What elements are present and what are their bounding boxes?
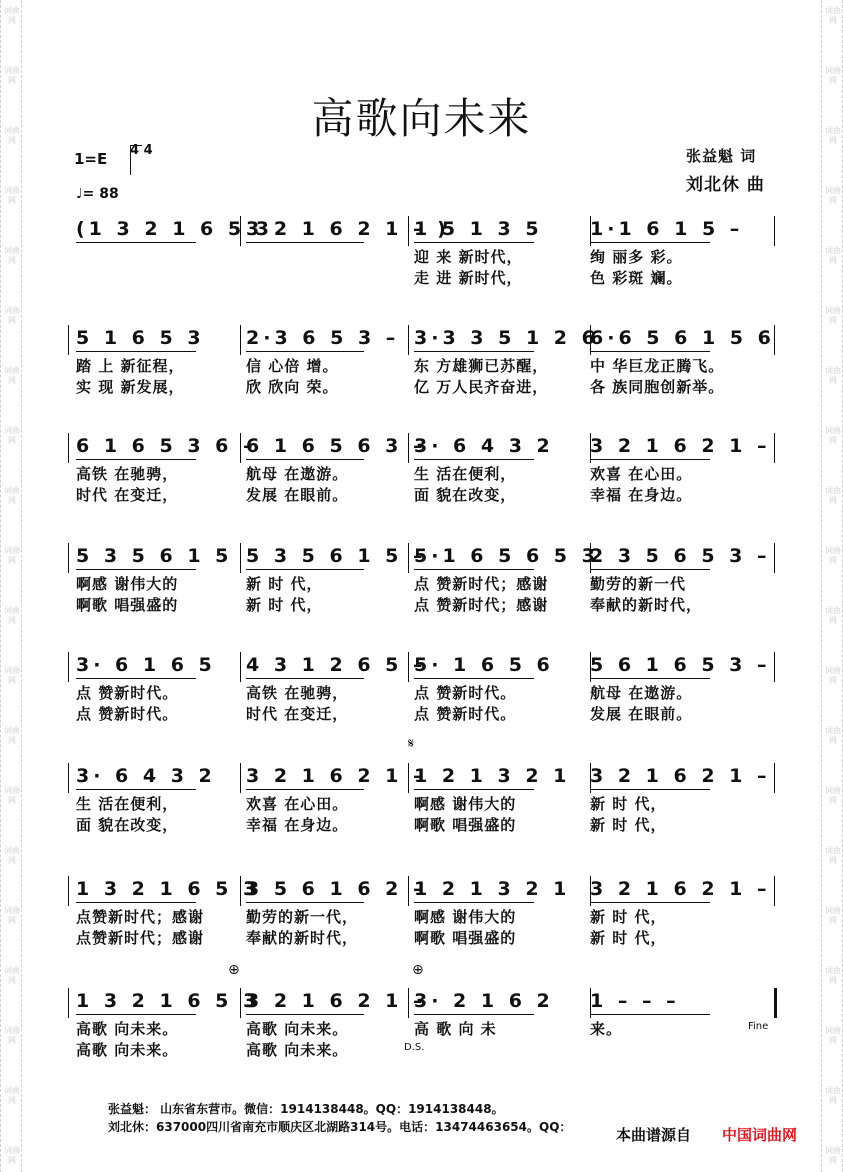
beam-underline: [246, 459, 364, 460]
barline: [774, 763, 775, 793]
measure-notes: 5 3 5 6 1 5 –: [246, 545, 427, 567]
lyric-verse-1: 踏 上 新征程，: [76, 357, 185, 375]
measure-notes: 3 2 1 6 2 1 –: [590, 765, 771, 787]
barline: [774, 543, 775, 573]
watermark-text: 词曲网: [825, 966, 841, 985]
watermark-text: 词曲网: [4, 426, 20, 445]
watermark-text: 词曲网: [4, 846, 20, 865]
watermark-text: 词曲网: [4, 666, 20, 685]
lyric-verse-2: 欣 欣向 荣。: [246, 378, 339, 396]
tempo-marking: ♩= 88: [76, 186, 119, 202]
measure-notes: 3 2 1 6 2 1 –: [246, 990, 427, 1012]
beam-underline: [76, 678, 196, 679]
barline: [240, 325, 241, 355]
measure-notes: 5· 1 6 5 6: [414, 654, 554, 676]
measure-notes: 6 1 6 5 3 6 –: [76, 435, 257, 457]
beam-underline: [246, 569, 364, 570]
measure-notes: 1 – – –: [590, 990, 680, 1012]
beam-underline: [246, 902, 364, 903]
beam-underline: [590, 459, 710, 460]
measure-notes: 1 3 2 1 6 5 3: [76, 990, 261, 1012]
beam-underline: [590, 1014, 710, 1015]
watermark-text: 词曲网: [825, 306, 841, 325]
measure-notes: 3·3 3 5 1 2 6: [414, 327, 599, 349]
lyric-verse-2: 奉献的新时代，: [590, 596, 703, 614]
lyric-verse-2: 面 貌在改变，: [414, 486, 517, 504]
beam-underline: [76, 459, 196, 460]
watermark-text: 词曲网: [825, 606, 841, 625]
lyric-verse-2: 时代 在变迁，: [246, 705, 349, 723]
watermark-text: 词曲网: [4, 726, 20, 745]
lyric-verse-2: 走 进 新时代，: [414, 269, 523, 287]
watermark-text: 词曲网: [825, 1086, 841, 1105]
watermark-text: 词曲网: [825, 786, 841, 805]
measure-notes: 1 5 1 3 5: [414, 218, 543, 240]
measure-notes: 5 3 5 6 1 5: [76, 545, 233, 567]
barline: [68, 876, 69, 906]
measure-notes: 3· 6 4 3 2: [76, 765, 216, 787]
beam-underline: [414, 242, 534, 243]
watermark-text: 词曲网: [825, 186, 841, 205]
lyric-verse-1: 啊感 谢伟大的: [414, 908, 517, 926]
time-signature: [130, 144, 153, 158]
lyric-verse-2: 色 彩斑 斓。: [590, 269, 683, 287]
lyric-verse-2: 新 时 代，: [590, 816, 667, 834]
watermark-text: 词曲网: [4, 66, 20, 85]
barline: [408, 325, 409, 355]
barline: [240, 652, 241, 682]
watermark-text: 词曲网: [4, 126, 20, 145]
barline: [68, 652, 69, 682]
barline: [240, 763, 241, 793]
watermark-text: 词曲网: [825, 126, 841, 145]
beam-underline: [246, 242, 364, 243]
measure-notes: 1 3 2 1 6 5 3: [76, 878, 261, 900]
barline: [68, 763, 69, 793]
beam-underline: [414, 678, 534, 679]
left-watermark-strip: [0, 0, 22, 1172]
beam-underline: [414, 459, 534, 460]
watermark-text: 词曲网: [4, 906, 20, 925]
lyric-verse-1: 点 赞新时代。: [414, 684, 517, 702]
watermark-text: 词曲网: [825, 366, 841, 385]
lyric-verse-2: 幸福 在身边。: [590, 486, 693, 504]
lyric-verse-2: 时代 在变迁，: [76, 486, 179, 504]
composer-credit: 刘北休 曲: [686, 175, 765, 195]
beam-underline: [590, 569, 710, 570]
lyric-verse-2: 亿 万人民齐奋进，: [414, 378, 549, 396]
barline: [774, 652, 775, 682]
barline: [774, 433, 775, 463]
beam-underline: [414, 569, 534, 570]
beam-underline: [590, 242, 710, 243]
beam-underline: [414, 902, 534, 903]
lyric-verse-1: 高歌 向未来。: [246, 1020, 349, 1038]
beam-underline: [590, 789, 710, 790]
lyric-verse-1: 生 活在便利，: [414, 465, 517, 483]
lyric-verse-1: 新 时 代，: [590, 908, 667, 926]
measure-notes: 3 5 6 1 6 2 –: [246, 878, 427, 900]
measure-notes: 2 3 5 6 5 3 –: [590, 545, 771, 567]
beam-underline: [590, 678, 710, 679]
lyric-verse-1: 信 心倍 增。: [246, 357, 339, 375]
meter-bottom: 4: [143, 143, 153, 158]
meter-top: 4: [130, 143, 140, 158]
measure-notes: 3· 6 4 3 2: [414, 435, 554, 457]
watermark-text: 词曲网: [4, 966, 20, 985]
lyric-verse-1: 中 华巨龙正腾飞。: [590, 357, 725, 375]
lyric-verse-2: 各 族同胞创新举。: [590, 378, 725, 396]
watermark-text: 词曲网: [825, 66, 841, 85]
lyric-verse-1: 点赞新时代；感谢: [76, 908, 205, 926]
lyric-verse-1: 欢喜 在心田。: [590, 465, 693, 483]
lyric-verse-2: 点 赞新时代；感谢: [414, 596, 549, 614]
lyric-verse-1: 生 活在便利，: [76, 795, 179, 813]
song-title: 高歌向未来: [311, 94, 532, 143]
measure-notes: 3 2 1 6 2 1 –: [246, 765, 427, 787]
coda-sign: ⊕: [412, 962, 424, 978]
barline: [68, 543, 69, 573]
barline: [774, 216, 775, 246]
barline: [774, 876, 775, 906]
watermark-text: 词曲网: [4, 366, 20, 385]
beam-underline: [246, 1014, 364, 1015]
right-watermark-strip: [821, 0, 843, 1172]
watermark-text: 词曲网: [4, 1086, 20, 1105]
measure-notes: (1 3 2 1 6 5 3: [76, 218, 273, 240]
lyric-verse-2: 发展 在眼前。: [246, 486, 349, 504]
key-signature: 1=E: [74, 150, 108, 168]
beam-underline: [76, 1014, 196, 1015]
lyric-verse-2: 奉献的新时代，: [246, 929, 359, 947]
lyric-verse-1: 来。: [590, 1020, 623, 1038]
lyric-verse-2: 新 时 代，: [590, 929, 667, 947]
barline: [774, 988, 777, 1018]
lyric-verse-1: 东 方雄狮已苏醒，: [414, 357, 549, 375]
lyricist-credit: 张益魁 词: [686, 147, 757, 165]
watermark-text: 词曲网: [4, 606, 20, 625]
coda-sign: ⊕: [228, 962, 240, 978]
beam-underline: [76, 902, 196, 903]
lyric-verse-1: 绚 丽多 彩。: [590, 248, 683, 266]
lyric-verse-1: 航母 在遨游。: [246, 465, 349, 483]
measure-notes: 5 6 1 6 5 3 –: [590, 654, 771, 676]
lyric-verse-1: 高 歌 向 未: [414, 1020, 497, 1038]
segno-sign: 𝄋: [408, 736, 415, 752]
footer-lyricist-contact: 张益魁： 山东省东营市。微信：1914138448。QQ：1914138448。: [108, 1102, 504, 1116]
measure-notes: 5·1 6 5 6 5 3: [414, 545, 599, 567]
lyric-verse-1: 新 时 代，: [246, 575, 323, 593]
lyric-verse-1: 高歌 向未来。: [76, 1020, 179, 1038]
beam-underline: [246, 351, 364, 352]
beam-underline: [590, 351, 710, 352]
watermark-text: 词曲网: [825, 666, 841, 685]
measure-notes: 6 1 6 5 6 3 –: [246, 435, 427, 457]
measure-notes: 3· 6 1 6 5: [76, 654, 216, 676]
ds-marking: D.S.: [404, 1042, 425, 1053]
beam-underline: [76, 789, 196, 790]
barline: [68, 433, 69, 463]
barline: [68, 988, 69, 1018]
watermark-text: 词曲网: [4, 186, 20, 205]
watermark-text: 词曲网: [825, 486, 841, 505]
watermark-text: 词曲网: [825, 546, 841, 565]
watermark-text: 词曲网: [825, 726, 841, 745]
lyric-verse-2: 实 现 新发展，: [76, 378, 185, 396]
watermark-text: 词曲网: [825, 426, 841, 445]
measure-notes: 2·3 6 5 3 –: [246, 327, 400, 349]
lyric-verse-2: 高歌 向未来。: [246, 1041, 349, 1059]
beam-underline: [246, 678, 364, 679]
lyric-verse-1: 勤劳的新一代: [590, 575, 687, 593]
lyric-verse-1: 点 赞新时代；感谢: [414, 575, 549, 593]
watermark-text: 词曲网: [4, 246, 20, 265]
lyric-verse-1: 勤劳的新一代，: [246, 908, 359, 926]
measure-notes: 3 2 1 6 2 1 – ): [246, 218, 450, 240]
measure-notes: 3 2 1 6 2 1 –: [590, 435, 771, 457]
watermark-text: 词曲网: [825, 1026, 841, 1045]
lyric-verse-1: 新 时 代，: [590, 795, 667, 813]
measure-notes: 3 2 1 6 2 1 –: [590, 878, 771, 900]
lyric-verse-2: 面 貌在改变，: [76, 816, 179, 834]
lyric-verse-1: 航母 在遨游。: [590, 684, 693, 702]
beam-underline: [414, 789, 534, 790]
lyric-verse-2: 啊歌 唱强盛的: [414, 816, 517, 834]
watermark-text: 词曲网: [4, 1146, 20, 1165]
watermark-text: 词曲网: [4, 306, 20, 325]
lyric-verse-2: 点赞新时代；感谢: [76, 929, 205, 947]
beam-underline: [76, 569, 196, 570]
measure-notes: 4 3 1 2 6 5 –: [246, 654, 427, 676]
beam-underline: [76, 242, 196, 243]
barline: [68, 325, 69, 355]
lyric-verse-2: 点 赞新时代。: [414, 705, 517, 723]
watermark-text: 词曲网: [4, 786, 20, 805]
lyric-verse-1: 迎 来 新时代，: [414, 248, 523, 266]
watermark-text: 词曲网: [825, 246, 841, 265]
site-brand: 中国词曲网: [722, 1126, 798, 1144]
measure-notes: 1·1 6 1 5 –: [590, 218, 744, 240]
lyric-verse-2: 啊歌 唱强盛的: [414, 929, 517, 947]
beam-underline: [590, 902, 710, 903]
lyric-verse-1: 啊感 谢伟大的: [76, 575, 179, 593]
watermark-text: 词曲网: [4, 6, 20, 25]
source-label: 本曲谱源自: [612, 1124, 695, 1145]
barline: [240, 543, 241, 573]
watermark-text: 词曲网: [825, 846, 841, 865]
lyric-verse-2: 高歌 向未来。: [76, 1041, 179, 1059]
lyric-verse-2: 啊歌 唱强盛的: [76, 596, 179, 614]
watermark-text: 词曲网: [825, 906, 841, 925]
footer-composer-contact: 刘北休：637000四川省南充市顺庆区北湖路314号。电话：13474463654。QQ：: [108, 1120, 572, 1134]
watermark-text: 词曲网: [825, 1146, 841, 1165]
lyric-verse-2: 发展 在眼前。: [590, 705, 693, 723]
measure-notes: 1 2 1 3 2 1: [414, 878, 571, 900]
watermark-text: 词曲网: [4, 486, 20, 505]
watermark-text: 词曲网: [4, 546, 20, 565]
fine-marking: Fine: [748, 1021, 769, 1032]
measure-notes: 1 2 1 3 2 1: [414, 765, 571, 787]
lyric-verse-1: 欢喜 在心田。: [246, 795, 349, 813]
lyric-verse-1: 高铁 在驰骋，: [246, 684, 349, 702]
measure-notes: 5 1 6 5 3: [76, 327, 205, 349]
lyric-verse-1: 啊感 谢伟大的: [414, 795, 517, 813]
watermark-text: 词曲网: [825, 6, 841, 25]
lyric-verse-1: 高铁 在驰骋，: [76, 465, 179, 483]
beam-underline: [76, 351, 196, 352]
measure-notes: 6·6 5 6 1 5 6: [590, 327, 775, 349]
measure-notes: 3· 2 1 6 2: [414, 990, 554, 1012]
lyric-verse-1: 点 赞新时代。: [76, 684, 179, 702]
lyric-verse-2: 点 赞新时代。: [76, 705, 179, 723]
beam-underline: [414, 1014, 534, 1015]
watermark-text: 词曲网: [4, 1026, 20, 1045]
lyric-verse-2: 新 时 代，: [246, 596, 323, 614]
beam-underline: [414, 351, 534, 352]
lyric-verse-2: 幸福 在身边。: [246, 816, 349, 834]
beam-underline: [246, 789, 364, 790]
